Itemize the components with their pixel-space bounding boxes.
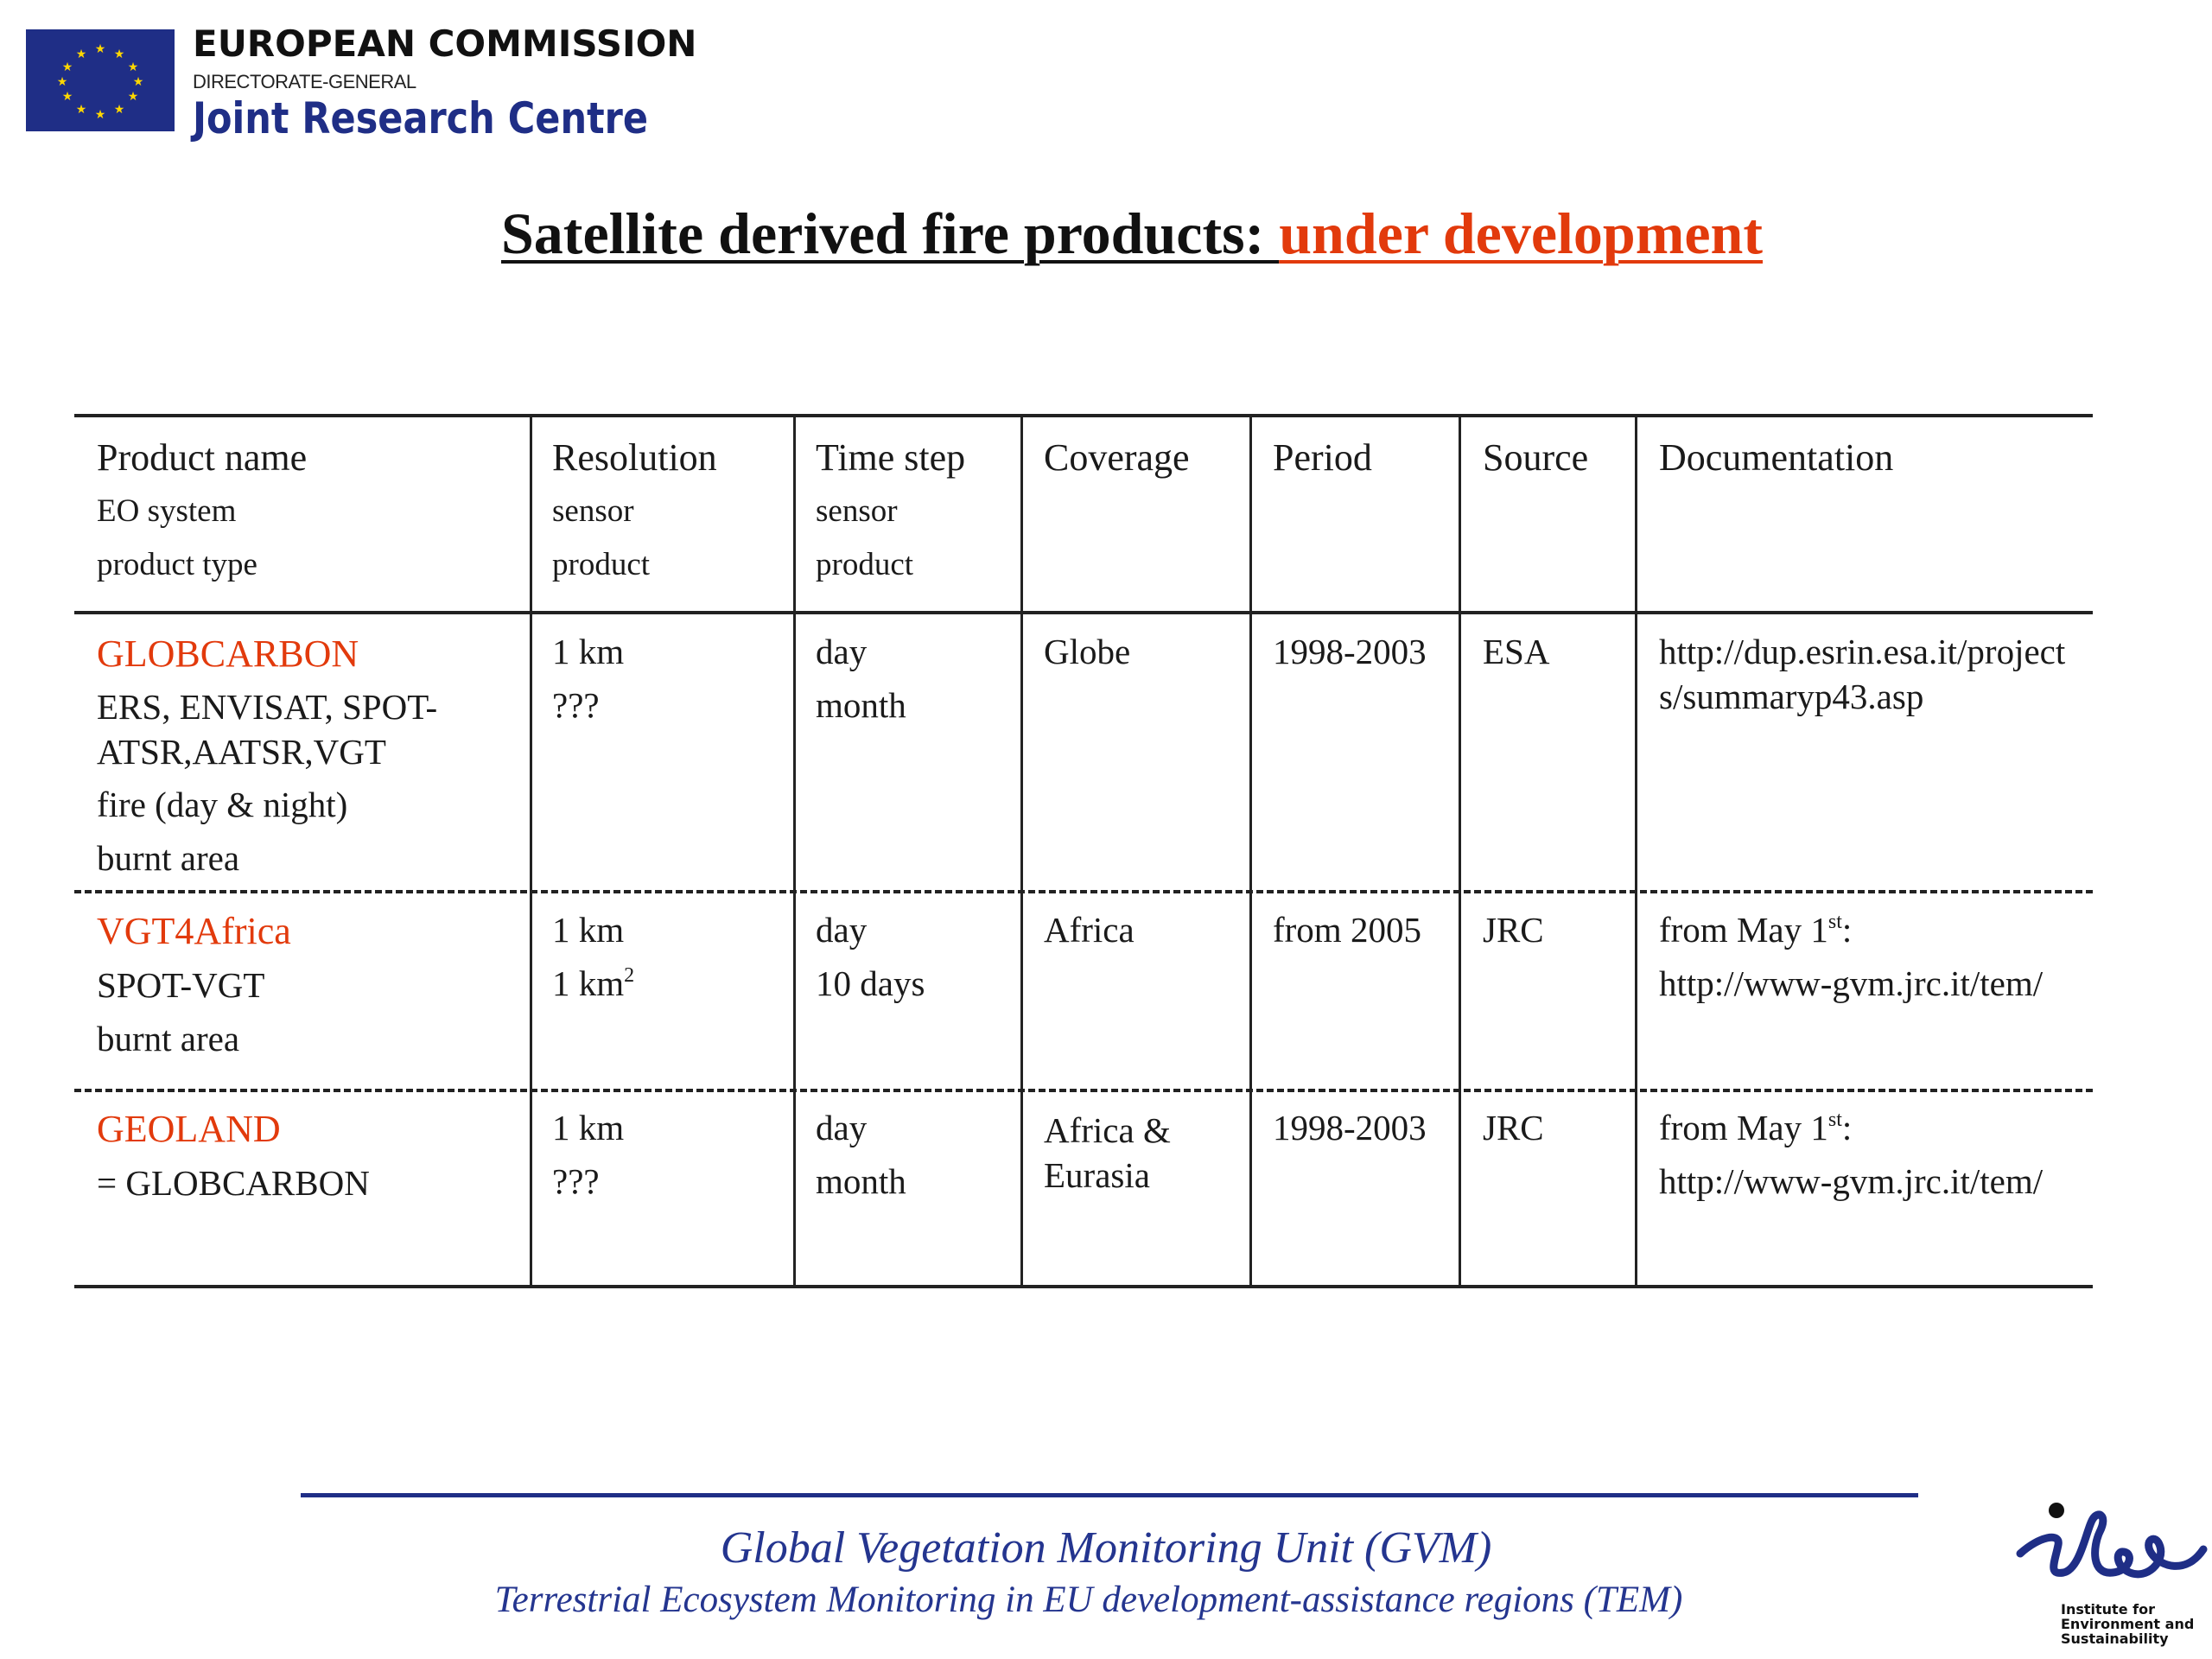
header-main-label: Period <box>1273 436 1372 479</box>
time-step-product: month <box>816 685 906 725</box>
header-main-label: Resolution <box>552 436 717 479</box>
doc-text: from May 1 <box>1659 910 1828 950</box>
svg-text:★: ★ <box>127 90 139 104</box>
source-cell: ESA <box>1483 632 1550 671</box>
header-documentation <box>1659 431 1893 485</box>
time-step-sensor: day <box>816 1108 868 1147</box>
eo-system: SPOT-VGT <box>97 965 265 1005</box>
period-cell: 1998-2003 <box>1273 632 1427 671</box>
footer-unit-name: Global Vegetation Monitoring Unit (GVM) <box>720 1523 1492 1573</box>
svg-text:★: ★ <box>75 103 87 117</box>
svg-text:★: ★ <box>56 75 68 89</box>
header-main-label: Source <box>1483 436 1589 479</box>
table-row-globcarbon-product <box>97 627 503 885</box>
header-main-label: Documentation <box>1659 436 1894 479</box>
footer-programme-name: Terrestrial Ecosystem Monitoring in EU development-assistance regions (TEM) <box>494 1580 1683 1620</box>
column-divider <box>793 414 796 1287</box>
header-source <box>1483 431 1588 485</box>
page-title <box>0 200 2212 266</box>
doc-text: : <box>1841 1108 1853 1147</box>
ies-caption-line: Institute for <box>2061 1601 2155 1618</box>
svg-text:★: ★ <box>61 90 73 104</box>
svg-text:★: ★ <box>113 48 125 61</box>
resolution-cell <box>552 903 634 1010</box>
time-step-sensor: day <box>816 632 868 671</box>
eo-system: ERS, ENVISAT, SPOT-ATSR,AATSR,VGT <box>97 687 438 772</box>
header-sub-label: product <box>552 547 651 582</box>
svg-text:★: ★ <box>61 60 73 74</box>
documentation-date <box>1659 1101 2043 1154</box>
column-divider <box>1635 414 1637 1287</box>
documentation-cell <box>1659 903 2043 1010</box>
svg-text:★: ★ <box>132 75 144 89</box>
superscript: st <box>1827 1109 1842 1131</box>
coverage-cell <box>1044 1108 1217 1198</box>
period-cell: 1998-2003 <box>1273 1108 1427 1147</box>
coverage-value: Africa & Eurasia <box>1044 1110 1171 1195</box>
ies-logo <box>2013 1493 2212 1649</box>
ies-caption-line: Sustainability <box>2061 1630 2169 1647</box>
svg-text:★: ★ <box>94 108 106 122</box>
title-part-highlight: under development <box>1279 200 1764 266</box>
resolution-sensor: 1 km <box>552 632 625 671</box>
header-main-label: Time step <box>816 436 966 479</box>
resolution-product: ??? <box>552 1161 600 1201</box>
time-step-sensor: day <box>816 910 868 950</box>
documentation-cell <box>1659 1101 2043 1208</box>
product-type: burnt area <box>97 1019 240 1058</box>
table-top-rule <box>74 414 2093 417</box>
product-name: GEOLAND <box>97 1108 281 1150</box>
documentation-link[interactable]: http://dup.esrin.esa.it/projects/summaryp43.asp <box>1659 632 2066 716</box>
ies-caption <box>2061 1602 2194 1646</box>
header-text <box>193 22 722 143</box>
header-product-name <box>97 431 307 592</box>
ies-wordmark-icon <box>2013 1493 2212 1605</box>
time-step-cell <box>816 625 906 732</box>
eu-stars-icon <box>26 29 175 131</box>
centre-name: Joint Research Centre <box>193 93 649 143</box>
header-sub-label: sensor <box>816 493 898 529</box>
table-bottom-rule <box>74 1285 2093 1288</box>
title-part-main: Satellite derived fire products: <box>500 200 1280 266</box>
resolution-sensor: 1 km <box>552 910 625 950</box>
time-step-cell <box>816 903 925 1010</box>
column-divider <box>1249 414 1252 1287</box>
resolution-product: ??? <box>552 685 600 725</box>
svg-text:★: ★ <box>127 60 139 74</box>
header-sub-label: product type <box>97 547 257 582</box>
superscript: 2 <box>624 964 635 987</box>
svg-text:★: ★ <box>94 42 106 56</box>
resolution-cell <box>552 1101 624 1208</box>
column-divider <box>530 414 532 1287</box>
source-cell: JRC <box>1483 910 1544 950</box>
directorate-label: DIRECTORATE-GENERAL <box>193 71 416 92</box>
doc-text: : <box>1841 910 1853 950</box>
superscript: st <box>1827 911 1842 933</box>
header-period <box>1273 431 1372 485</box>
documentation-link[interactable]: http://www-gvm.jrc.it/tem/ <box>1659 1161 2044 1201</box>
doc-text: from May 1 <box>1659 1108 1828 1147</box>
documentation-link[interactable]: http://www-gvm.jrc.it/tem/ <box>1659 963 2044 1003</box>
header-resolution <box>552 431 717 592</box>
column-divider <box>1459 414 1461 1287</box>
time-step-cell <box>816 1101 906 1208</box>
header-sub-label: EO system <box>97 493 237 529</box>
row-separator <box>74 890 2093 893</box>
header-main-label: Product name <box>97 436 308 479</box>
documentation-date <box>1659 903 2043 957</box>
resolution-value: 1 km <box>552 963 625 1003</box>
products-table <box>74 414 2093 1287</box>
row-separator <box>74 1089 2093 1092</box>
eu-flag-logo <box>26 29 175 131</box>
product-type: burnt area <box>97 838 240 878</box>
header-main-label: Coverage <box>1044 436 1190 479</box>
table-row-vgt4africa-product <box>97 905 291 1065</box>
svg-text:★: ★ <box>75 48 87 61</box>
footer-rule <box>301 1493 1918 1497</box>
header-time-step <box>816 431 965 592</box>
time-step-product: month <box>816 1161 906 1201</box>
period-cell: from 2005 <box>1273 910 1421 950</box>
resolution-sensor: 1 km <box>552 1108 625 1147</box>
resolution-cell <box>552 625 624 732</box>
resolution-product <box>552 957 634 1010</box>
table-row-geoland-product <box>97 1103 370 1210</box>
product-name: GLOBCARBON <box>97 632 359 675</box>
org-name: EUROPEAN COMMISSION <box>193 22 697 65</box>
column-divider <box>1020 414 1023 1287</box>
product-type: fire (day & night) <box>97 785 348 824</box>
header-sub-label: product <box>816 547 914 582</box>
header-rule <box>74 611 2093 614</box>
product-name: VGT4Africa <box>97 910 291 952</box>
coverage-cell: Africa <box>1044 910 1135 950</box>
time-step-product: 10 days <box>816 963 925 1003</box>
svg-text:★: ★ <box>113 103 125 117</box>
documentation-cell <box>1659 629 2074 719</box>
header-sub-label: sensor <box>552 493 634 529</box>
header-coverage <box>1044 431 1190 485</box>
coverage-cell: Globe <box>1044 632 1131 671</box>
source-cell: JRC <box>1483 1108 1544 1147</box>
ies-caption-line: Environment and <box>2061 1616 2195 1632</box>
header <box>26 22 697 143</box>
eo-system: = GLOBCARBON <box>97 1163 370 1203</box>
